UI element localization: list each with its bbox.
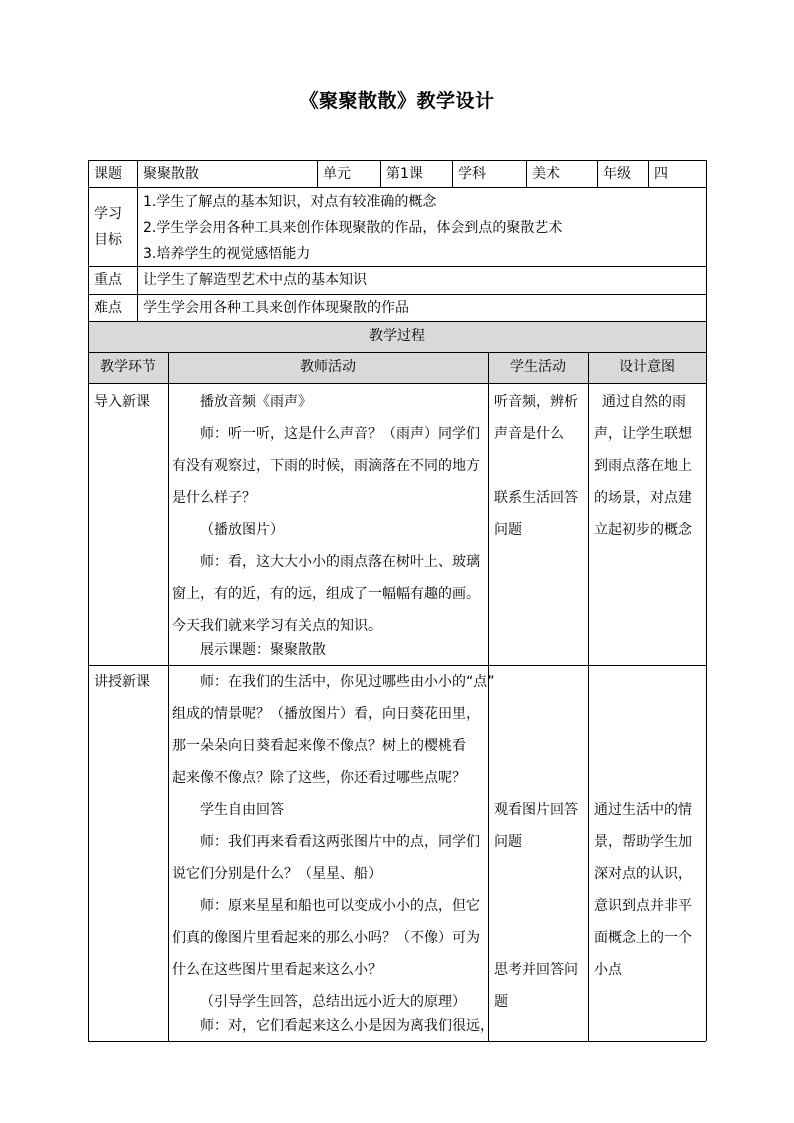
objective-item: 1.学生了解点的基本知识，对点有较准确的概念 [143, 194, 437, 210]
grade-value: 四 [654, 166, 668, 182]
intent-line: 面概念上的一个 [594, 930, 692, 946]
course-value: 聚聚散散 [143, 166, 199, 182]
column-header-teacher: 教师活动 [300, 359, 356, 375]
intent-line: 深对点的认识， [594, 866, 692, 882]
subject-label: 学科 [458, 166, 486, 182]
teacher-line: 师：我们再来看看这两张图片中的点，同学们 [200, 834, 480, 850]
teacher-line: 说它们分别是什么？（星星、船） [172, 866, 382, 882]
intent-line: 小点 [594, 962, 622, 978]
difficulty-label: 难点 [94, 300, 122, 316]
student-line: 联系生活回答 [494, 490, 578, 506]
table-rule [597, 160, 598, 187]
teacher-line: 是什么样子？ [172, 490, 256, 506]
teacher-line: 师：听一听，这是什么声音？（雨声）同学们 [200, 426, 480, 442]
teacher-line: 起来像不像点？除了这些，你还看过哪些点呢？ [172, 770, 466, 786]
teacher-line: 今天我们就来学习有关点的知识。 [172, 618, 382, 634]
teacher-line: 播放音频《雨声》 [200, 394, 312, 410]
teacher-line: 组成的情景呢？（播放图片）看，向日葵花田里， [172, 706, 480, 722]
teacher-line: 什么在这些图片里看起来这么小？ [172, 962, 382, 978]
teacher-line: 们真的像图片里看起来的那么小吗？（不像）可为 [172, 930, 480, 946]
student-line: 思考并回答问 [494, 962, 578, 978]
teacher-line: 师：原来星星和船也可以变成小小的点，但它 [200, 898, 480, 914]
process-header: 教学过程 [369, 328, 425, 344]
table-rule [168, 352, 169, 1041]
table-rule [380, 160, 381, 187]
unit-value: 第1课 [386, 166, 423, 182]
student-line: 声音是什么 [494, 426, 564, 442]
student-line: 观看图片回答 [494, 802, 578, 818]
objectives-label: 学习 [94, 206, 122, 222]
intent-line: 声，让学生联想 [594, 426, 692, 442]
table-rule [526, 160, 527, 187]
student-line: 听音频，辨析 [494, 394, 578, 410]
student-line: 问题 [494, 834, 522, 850]
intent-line: 立起初步的概念 [594, 522, 692, 538]
teacher-line: 师：对，它们看起来这么小是因为离我们很远， [200, 1018, 494, 1034]
teacher-line: 窗上，有的近，有的远，组成了一幅幅有趣的画。 [172, 586, 480, 602]
objectives-label: 目标 [94, 232, 122, 248]
table-rule [648, 160, 649, 187]
teacher-line: 师：在我们的生活中，你见过哪些由小小的“点” [200, 674, 495, 690]
teacher-line: 学生自由回答 [200, 802, 284, 818]
grade-label: 年级 [603, 166, 631, 182]
column-header-student: 学生活动 [510, 359, 566, 375]
teacher-line: 那一朵朵向日葵看起来像不像点？树上的樱桃看 [172, 738, 466, 754]
intent-line: 通过自然的雨 [602, 394, 686, 410]
document-title: 《聚聚散散》教学设计 [299, 90, 495, 112]
table-rule [137, 160, 138, 321]
unit-label: 单元 [323, 166, 351, 182]
teacher-line: 师：看，这大大小小的雨点落在树叶上、玻璃 [200, 554, 480, 570]
key-point-value: 让学生了解造型艺术中点的基本知识 [143, 272, 367, 288]
table-rule [452, 160, 453, 187]
student-line: 题 [494, 994, 508, 1010]
teacher-line: （引导学生回答，总结出远小近大的原理） [200, 994, 466, 1010]
stage-lecture: 讲授新课 [94, 674, 150, 690]
teacher-line: 有没有观察过，下雨的时候，雨滴落在不同的地方 [172, 458, 480, 474]
intent-line: 景，帮助学生加 [594, 834, 692, 850]
teacher-line: （播放图片） [200, 522, 284, 538]
key-point-label: 重点 [94, 272, 122, 288]
stage-intro: 导入新课 [94, 394, 150, 410]
objective-item: 3.培养学生的视觉感悟能力 [143, 246, 311, 262]
table-rule [317, 160, 318, 187]
teacher-line: 展示课题：聚聚散散 [200, 642, 326, 658]
table-rule [88, 383, 706, 384]
subject-value: 美术 [532, 166, 560, 182]
table-rule [88, 160, 89, 1041]
intent-line: 到雨点落在地上 [594, 458, 692, 474]
column-header-stage: 教学环节 [100, 359, 156, 375]
intent-line: 意识到点并非平 [594, 898, 692, 914]
table-rule [588, 352, 589, 1041]
column-header-intent: 设计意图 [619, 359, 675, 375]
course-label: 课题 [94, 166, 122, 182]
difficulty-value: 学生学会用各种工具来创作体现聚散的作品 [143, 300, 409, 316]
table-rule [706, 160, 707, 1041]
intent-line: 通过生活中的情 [594, 802, 692, 818]
intent-line: 的场景，对点建 [594, 490, 692, 506]
student-line: 问题 [494, 522, 522, 538]
objective-item: 2.学生学会用各种工具来创作体现聚散的作品，体会到点的聚散艺术 [143, 220, 563, 236]
